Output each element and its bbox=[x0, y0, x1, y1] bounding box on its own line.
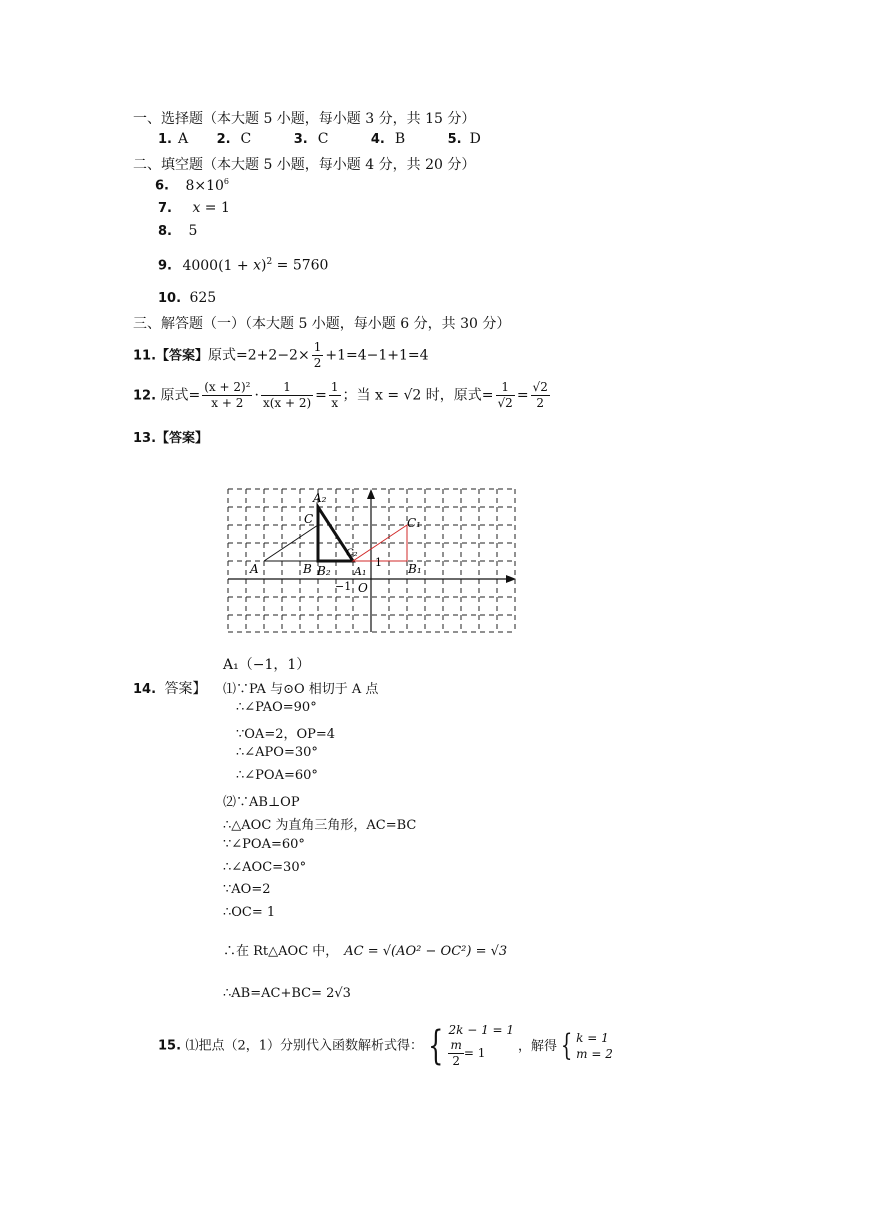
q7-num: 7. bbox=[158, 201, 172, 216]
q4-num: 4. bbox=[370, 132, 385, 147]
q5-ans: D bbox=[469, 131, 481, 147]
section2-heading: 二、填空题（本大题 5 小题，每小题 4 分，共 20 分） bbox=[133, 157, 476, 173]
q14-part1-line-3: ∵OA=2，OP=4 bbox=[236, 727, 336, 742]
q15-sys1-frac bbox=[448, 1038, 463, 1069]
q15-sys2-b: m = 2 bbox=[576, 1046, 613, 1061]
q15 bbox=[158, 1022, 613, 1069]
q12-f3-den: x bbox=[331, 396, 339, 410]
label-origin: O bbox=[358, 581, 368, 595]
q11-frac-den: 2 bbox=[313, 356, 322, 370]
q15-text: ⑴把点（2，1）分别代入函数解析式得： bbox=[185, 1038, 424, 1054]
q10-ans: 625 bbox=[189, 290, 217, 306]
q14-rt-expr: AC = √(AO² − OC²) = √3 bbox=[344, 944, 508, 959]
q14-part2-line-1: ⑵∵AB⊥OP bbox=[223, 795, 300, 810]
q1-ans: A bbox=[177, 131, 189, 147]
label-one: 1 bbox=[375, 556, 382, 569]
q9 bbox=[158, 257, 328, 274]
q15-system-2 bbox=[576, 1030, 613, 1062]
q9-pre: 4000(1 + bbox=[182, 257, 254, 274]
q7-lhs: x bbox=[192, 200, 201, 216]
q15-sys1-b-rhs: = 1 bbox=[463, 1046, 486, 1060]
choice-answers bbox=[158, 131, 481, 147]
q14-header bbox=[133, 678, 206, 698]
label-c2: C₂ bbox=[346, 548, 358, 559]
q12-f2-num: 1 bbox=[261, 380, 313, 396]
label-c1: C₁ bbox=[407, 516, 421, 530]
q13-tag: 【答案】 bbox=[156, 431, 209, 446]
q15-sys2-a: k = 1 bbox=[576, 1030, 609, 1045]
q15-num: 15. bbox=[158, 1038, 182, 1054]
q12-f2-den: x(x + 2) bbox=[262, 396, 312, 410]
q9-var: x bbox=[253, 257, 261, 274]
q15-sys1-frac-den: 2 bbox=[452, 1054, 460, 1068]
q15-system-1 bbox=[448, 1022, 514, 1069]
q12-f4-den: √2 bbox=[497, 396, 513, 410]
y-axis-arrow-icon bbox=[367, 489, 375, 499]
q6-base: 8×10 bbox=[185, 177, 224, 194]
q12-f5-num: √2 bbox=[532, 380, 548, 394]
q14-part1-line-1: ⑴∵PA 与⊙O 相切于 A 点 bbox=[223, 682, 379, 697]
q6 bbox=[155, 177, 229, 194]
q15-solve: ，解得 bbox=[518, 1038, 558, 1054]
q12-f1-num: (x + 2)² bbox=[204, 380, 251, 394]
q8-num: 8. bbox=[158, 224, 172, 239]
q2-ans: C bbox=[240, 131, 252, 147]
q11-tag: 【答案】 bbox=[156, 348, 209, 364]
q14-num: 14. bbox=[133, 682, 157, 697]
q12-f5-den: 2 bbox=[536, 396, 544, 410]
q1-num: 1. bbox=[158, 132, 172, 147]
q10 bbox=[158, 290, 216, 306]
q11-num: 11. bbox=[133, 348, 157, 364]
q15-brace-1: { bbox=[428, 1022, 444, 1069]
section3-heading: 三、解答题（一）（本大题 5 小题，每小题 6 分，共 30 分） bbox=[133, 316, 511, 332]
label-b1: B₁ bbox=[408, 562, 422, 576]
q2-num: 2. bbox=[216, 132, 231, 147]
q15-brace-2: { bbox=[560, 1027, 573, 1063]
label-a2: A₂ bbox=[313, 491, 327, 505]
q6-exp: 6 bbox=[223, 177, 229, 186]
coordinate-grid-figure bbox=[220, 484, 525, 636]
label-a1: A₁ bbox=[354, 565, 367, 578]
q12-num: 12. bbox=[133, 388, 157, 404]
q12-f4-num: 1 bbox=[496, 380, 515, 396]
q9-post: ) bbox=[260, 257, 267, 274]
q7-rhs: = 1 bbox=[204, 200, 230, 216]
q14-rt-pre: ∴在 Rt△AOC 中， bbox=[223, 944, 339, 959]
q13-answer: A₁（−1，1） bbox=[223, 657, 311, 673]
q7 bbox=[158, 200, 230, 216]
q14-part1-line-2: ∴∠PAO=90° bbox=[236, 700, 317, 715]
q11-pre: 原式=2+2−2× bbox=[208, 347, 310, 364]
q12-f3-num: 1 bbox=[330, 380, 339, 394]
q14-part2-line-4: ∴∠AOC=30° bbox=[223, 860, 307, 875]
section1-heading: 一、选择题（本大题 5 小题，每小题 3 分，共 15 分） bbox=[133, 111, 476, 127]
q14-rt-line bbox=[223, 940, 507, 959]
q13 bbox=[133, 427, 208, 446]
q10-num: 10. bbox=[158, 291, 182, 306]
q14-part2-line-2: ∴△AOC 为直角三角形，AC=BC bbox=[223, 818, 417, 833]
q11-frac-num: 1 bbox=[313, 340, 322, 354]
q11 bbox=[133, 340, 429, 371]
q3-num: 3. bbox=[293, 132, 308, 147]
q14-part2-line-6: ∴OC= 1 bbox=[223, 905, 276, 920]
q14-final-line: ∴AB=AC+BC= 2√3 bbox=[223, 986, 351, 1001]
q15-sys1-frac-num: m bbox=[450, 1038, 462, 1052]
q13-num: 13. bbox=[133, 431, 157, 446]
q12-frac5 bbox=[531, 380, 550, 411]
q15-sys1-b bbox=[448, 1038, 514, 1069]
q14-part1-line-5: ∴∠POA=60° bbox=[236, 768, 318, 783]
q12-f1-den: x + 2 bbox=[211, 396, 244, 410]
q12-label: 原式= bbox=[160, 387, 201, 404]
label-b: B bbox=[303, 562, 312, 576]
q8 bbox=[158, 223, 197, 239]
q12-frac4 bbox=[496, 380, 515, 411]
q9-exp: 2 bbox=[266, 257, 273, 267]
q11-post: +1=4−1+1=4 bbox=[325, 347, 429, 364]
q12-frac2 bbox=[261, 380, 313, 411]
label-c: C bbox=[304, 512, 314, 526]
q14-part2-line-5: ∵AO=2 bbox=[223, 882, 271, 897]
q9-rhs: = 5760 bbox=[272, 257, 329, 274]
q3-ans: C bbox=[317, 131, 329, 147]
label-b2: B₂ bbox=[317, 564, 331, 578]
q14-tag: 答案】 bbox=[164, 681, 207, 697]
q12-frac3 bbox=[329, 380, 341, 411]
label-a: A bbox=[250, 562, 259, 576]
q14-part1-line-4: ∴∠APO=30° bbox=[236, 745, 318, 760]
q4-ans: B bbox=[394, 131, 406, 147]
q14-part2-line-3: ∵∠POA=60° bbox=[223, 837, 305, 852]
q12-when: ；当 x = √2 时，原式= bbox=[342, 387, 494, 404]
label-minus-one: −1 bbox=[335, 580, 352, 593]
q11-fraction bbox=[312, 340, 324, 371]
q8-ans: 5 bbox=[188, 223, 198, 239]
q9-num: 9. bbox=[158, 258, 172, 274]
q6-num: 6. bbox=[155, 178, 169, 194]
q12-frac1 bbox=[202, 380, 252, 411]
q15-sys1-a: 2k − 1 = 1 bbox=[448, 1023, 515, 1037]
q5-num: 5. bbox=[447, 132, 462, 147]
q12: 12. 原式= $\frac{\text{(x + 2)²}}{x + 2}$ · $\frac{1}{x(x + 2)}$ = $\frac{1}{x}$ ；当 x = √2 时，原式= $\frac{1}{√2}$ = $\frac{√2}{2}$ bbox=[133, 380, 548, 410]
